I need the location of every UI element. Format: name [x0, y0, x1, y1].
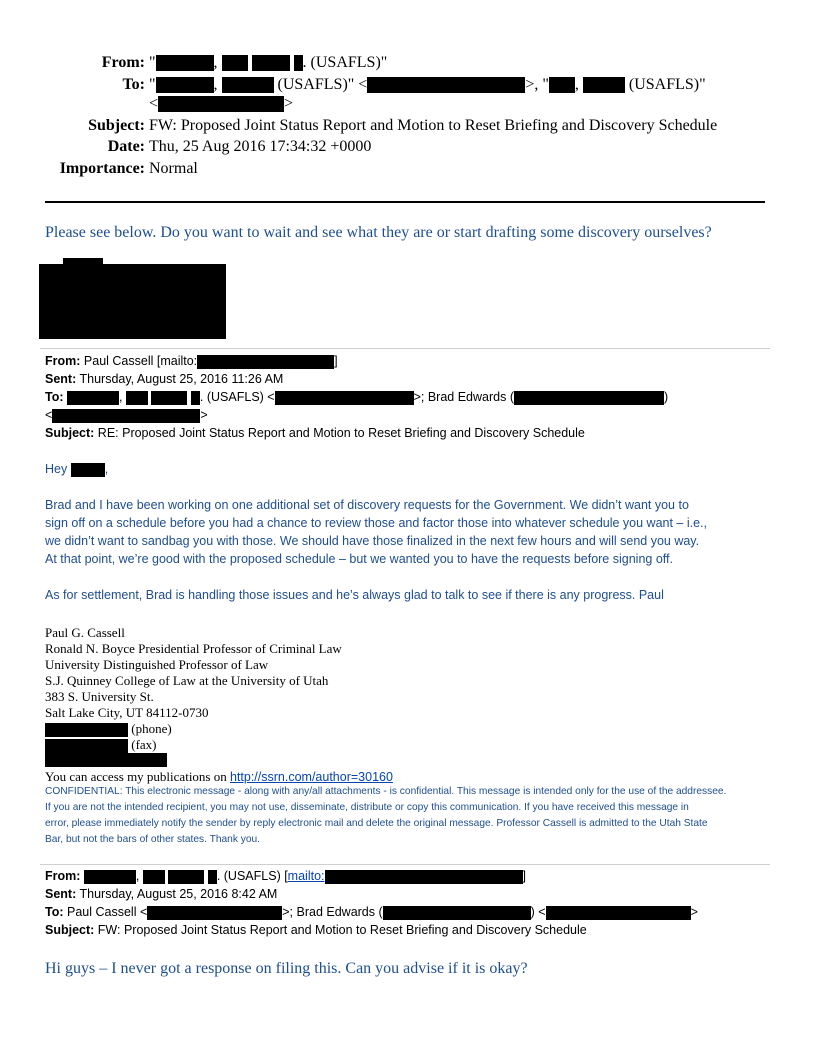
email1-greeting: Hey ,	[45, 462, 109, 476]
email1-to: To: , . (USAFLS) < >; Brad Edwards ( )	[45, 390, 669, 404]
body-intro: Please see below. Do you want to wait and see what they are or start drafting some discovery ourselves?	[45, 224, 712, 241]
redaction	[325, 870, 523, 884]
redaction	[158, 96, 284, 112]
email1-para1-line3: we didn’t want to sandbag you with those. We should have those finalized in the next few hours and will send you way.	[45, 534, 700, 548]
sig-school: S.J. Quinney College of Law at the University of Utah	[45, 673, 329, 688]
confidential-line3: error, please immediately notify the sender by reply electronic mail and delete the original message. Professor Cassell is admitted to the Utah State	[45, 818, 708, 829]
redaction	[583, 77, 625, 93]
redaction	[147, 906, 282, 920]
redaction	[197, 355, 334, 369]
redaction	[367, 77, 525, 93]
publications-link[interactable]: http://ssrn.com/author=30160	[229, 770, 393, 784]
to-label: To:	[122, 76, 145, 93]
redaction	[45, 723, 128, 737]
email1-para1-line2: sign off on a schedule before you had a chance to review those and factor those into whatever schedule you want – i.e.,	[45, 516, 707, 530]
sig-street: 383 S. University St.	[45, 689, 154, 704]
sig-phone: (phone)	[45, 721, 172, 737]
email2-subject: Subject: FW: Proposed Joint Status Report and Motion to Reset Briefing and Discovery Schedule	[45, 923, 587, 937]
redaction	[222, 77, 274, 93]
email1-para2: As for settlement, Brad is handling those issues and he’s always glad to talk to see if there is any progress. Paul	[45, 588, 664, 602]
header-divider	[45, 201, 765, 203]
date-label: Date:	[107, 138, 145, 155]
redaction	[252, 55, 290, 71]
importance-label: Importance:	[59, 160, 145, 177]
redaction	[151, 391, 187, 405]
redaction	[45, 739, 128, 753]
email1-to-cont: < >	[45, 408, 208, 422]
redaction	[208, 870, 217, 884]
date-value: Thu, 25 Aug 2016 17:34:32 +0000	[149, 138, 372, 155]
message-divider	[40, 864, 770, 865]
sig-fax: (fax)	[45, 737, 157, 753]
email2-from: From: , . (USAFLS) [mailto: ]	[45, 869, 526, 883]
redaction	[275, 391, 414, 405]
email1-subject: Subject: RE: Proposed Joint Status Report and Motion to Reset Briefing and Discovery Schedule	[45, 426, 585, 440]
redaction	[168, 870, 204, 884]
redaction	[156, 55, 214, 71]
sig-title1: Ronald N. Boyce Presidential Professor of Criminal Law	[45, 641, 342, 656]
email1-sent: Sent: Thursday, August 25, 2016 11:26 AM	[45, 372, 284, 386]
from-value: " , . (USAFLS)"	[149, 54, 388, 71]
mailto-link[interactable]: mailto:	[287, 869, 325, 883]
importance-value: Normal	[149, 160, 198, 177]
redaction	[383, 906, 531, 920]
email1-from: From: Paul Cassell [mailto: ]	[45, 354, 338, 368]
confidential-line1: CONFIDENTIAL: This electronic message - along with any/all attachments - is confidential. This message is intended only for the use of the addressee.	[45, 786, 727, 797]
redaction	[222, 55, 248, 71]
confidential-line2: If you are not the intended recipient, you may not use, disseminate, distribute or copy this communication. If you have received this message in	[45, 802, 689, 813]
from-label: From:	[101, 54, 145, 71]
redaction	[294, 55, 303, 71]
email1-para1-line1: Brad and I have been working on one additional set of discovery requests for the Government. We didn’t want you to	[45, 498, 689, 512]
redaction	[143, 870, 165, 884]
sig-city: Salt Lake City, UT 84112-0730	[45, 705, 209, 720]
to-value: " , (USAFLS)" < >, " , (USAFLS)"	[149, 76, 706, 93]
email2-body: Hi guys – I never got a response on filing this. Can you advise if it is okay?	[45, 960, 528, 977]
message-divider	[40, 348, 770, 349]
sig-name: Paul G. Cassell	[45, 625, 125, 640]
confidential-line4: Bar, but not the bars of other states. Thank you.	[45, 834, 261, 845]
email2-sent: Sent: Thursday, August 25, 2016 8:42 AM	[45, 887, 278, 901]
redaction	[71, 463, 105, 477]
redaction	[67, 391, 119, 405]
redaction	[549, 77, 575, 93]
sig-title2: University Distinguished Professor of Law	[45, 657, 269, 672]
email1-para1-line4: At that point, we’re good with the proposed schedule – but we wanted you to have the requests before signing off.	[45, 552, 673, 566]
redaction	[84, 870, 136, 884]
subject-label: Subject:	[88, 117, 145, 134]
redaction	[546, 906, 691, 920]
redaction	[156, 77, 214, 93]
redaction	[191, 391, 200, 405]
email2-to: To: Paul Cassell < >; Brad Edwards ( ) < >	[45, 905, 698, 919]
subject-value: FW: Proposed Joint Status Report and Motion to Reset Briefing and Discovery Schedule	[149, 117, 718, 134]
redaction	[39, 264, 226, 339]
sig-publications: You can access my publications on http://ssrn.com/author=30160	[45, 769, 393, 784]
redaction	[52, 409, 200, 423]
redaction	[45, 753, 167, 767]
redaction	[126, 391, 148, 405]
redaction	[514, 391, 664, 405]
to-value-cont: < >	[149, 95, 294, 112]
